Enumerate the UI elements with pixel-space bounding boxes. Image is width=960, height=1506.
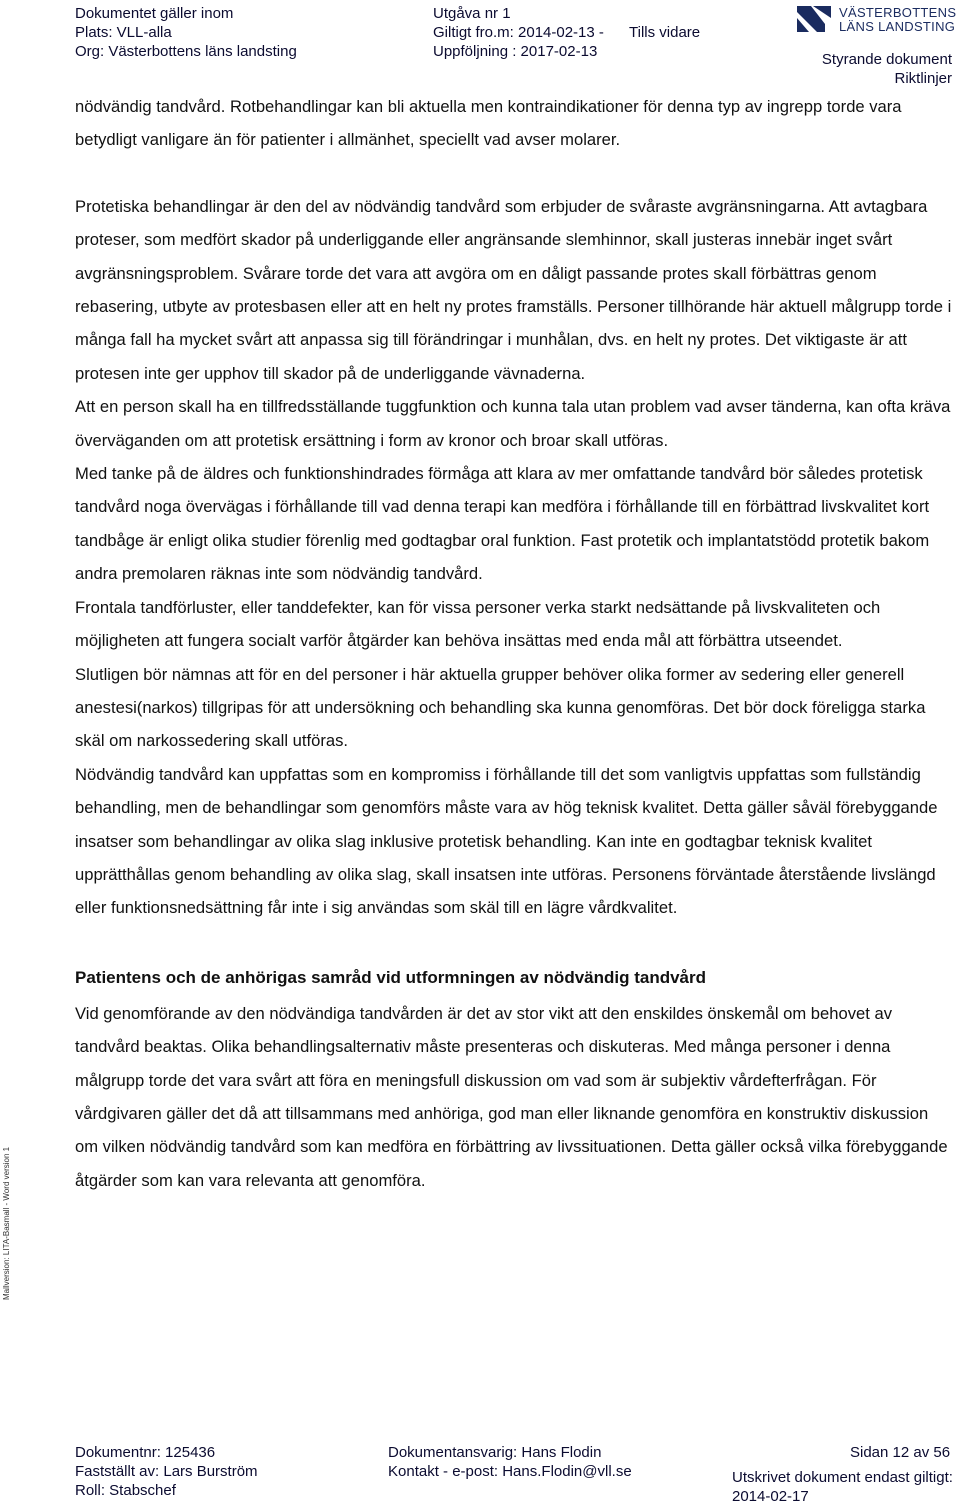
header-org: Org: Västerbottens läns landsting [75,43,297,60]
document-subtype: Riktlinjer [894,70,952,87]
document-type: Styrande dokument [821,51,952,68]
paragraph-root-canal: nödvändig tandvård. Rotbehandlingar kan bli aktuella men kontraindikationer för denna typ av ingrepp torde vara betydligt vanligare än för patienter i allmänhet, speciellt vad avser molarer. [75,97,902,150]
print-date: 2014-02-17 [732,1488,809,1505]
header-scope-title: Dokumentet gäller inom [75,5,234,22]
header-scope-block [75,4,297,61]
paragraph-frontal-tooth-loss: Frontala tandförluster, eller tanddefekter, kan för vissa personer verka starkt nedsättande på livskvaliteten och möjligheten att fungera socialt varför åtgärder kan behöva insättas med enda mål att förbättra utseendet. [75,597,881,651]
header-followup: Uppföljning : 2017-02-13 [433,43,598,60]
footer-responsible: Dokumentansvarig: Hans Flodin [388,1444,602,1461]
paragraph-quality: Nödvändig tandvård kan uppfattas som en kompromiss i förhållande till det som vanligtvis uppfattas som fullständig behandling, men de behandlingar som genomförs måste vara av hög teknisk kvalitet. Detta gäller såväl förebyggande insatser som behandlingar av olika slag inklusive protetisk behandling. Kan inte en godtagbar teknisk kvalitet upprätthållas genom behandling av olika slag, skall insatsen inte utföras. Personens förväntade återstående livslängd eller funktionsnedsättning får inte i sig användas som skäl till en lägre vårdkvalitet. [75,764,938,918]
page-number-text: Sidan 12 av 56 [850,1444,951,1461]
print-validity-note: Utskrivet dokument endast giltigt: [732,1469,953,1486]
paragraph-prosthetics: Protetiska behandlingar är den del av nödvändig tandvård som erbjuder de svåraste avgränsningarna. Att avtagbara proteser, som medfört skador på underliggande eller angränsande slemhinnor, skall justeras innebär inget svårt avgränsningsproblem. Svårare torde det vara att avgöra om en dåligt passande protes skall förbättras genom rebasering, utbyte av protesbasen eller att en helt ny protes framställs. Personer tillhörande här aktuell målgrupp torde i många fall ha mycket svårt att anpassa sig till förändringar i munhålan, dvs. en helt ny protes. Det viktigaste är att protesen inte ger upphov till skador på de underliggande vävnaderna. [75,196,952,383]
logo-text-line2: LÄNS LANDSTING [839,19,956,34]
logo-text-line1: VÄSTERBOTTENS [839,5,957,20]
organization-logo [795,4,955,40]
page-header [0,0,960,90]
paragraph-consultation: Vid genomförande av den nödvändiga tandvården är det av stor vikt att den enskildes önskemål om behovet av tandvård beaktas. Olika behandlingsalternativ måste presenteras och diskuteras. Med många personer i denna målgrupp torde det vara svårt att föra en meningsfull diskussion om vad som är subjektiv vårdefterfrågan. För vårdgivaren gäller det då att tillsammans med anhöriga, god man eller liknande genomföra en konstruktiv diskussion om vilken nödvändig tandvård som kan medföra en förbättring av livssituationen. Detta gäller också vilka förebyggande åtgärder som kan vara relevanta att genomföra. [75,1003,948,1190]
footer-contact-email: Kontakt - e-post: Hans.Flodin@vll.se [388,1463,632,1480]
paragraph-chewing-function: Att en person skall ha en tillfredsställande tuggfunktion och kunna tala utan problem vad avser tänderna, kan ofta kräva överväganden om att protetisk ersättning i form av kronor och broar skall utföras. [75,397,951,450]
logo-mark-icon [795,4,833,34]
template-version-text: Mallversion: LITA-Basmall - Word version 1 [2,1146,11,1300]
section-heading: Patientens och de anhörigas samråd vid utformningen av nödvändig tandvård [75,967,707,987]
header-valid-from: Giltigt fro.m: 2014-02-13 - [433,24,604,41]
footer-document-info [75,1443,258,1500]
footer-approved-by: Fastställt av: Lars Burström [75,1463,258,1480]
template-version-note [2,1146,14,1312]
document-body [75,90,955,1197]
paragraph-sedation: Slutligen bör nämnas att för en del personer i här aktuella grupper behöver olika former av sedering eller generell anestesi(narkos) tillgripas för att undersökning och behandling ska kunna genomföras. Det bör dock föreligga starka skäl om narkossedering skall utföras. [75,664,926,751]
header-edition: Utgåva nr 1 [433,5,511,22]
footer-page-number [850,1443,950,1462]
header-valid-until: Tills vidare [629,24,701,41]
footer-doc-number: Dokumentnr: 125436 [75,1444,216,1461]
paragraph-elderly-capacity: Med tanke på de äldres och funktionshindrades förmåga att klara av mer omfattande tandvård bör således protetisk tandvård noga övervägas i förhållande till vad denna terapi kan medföra i förhållande till en förbättrad livskvalitet kort tandbåge är enligt olika studier förenlig med godtagbar oral funktion. Fast protetik och implantatstödd protetik bakom andra premolaren räknas inte som nödvändig tandvård. [75,464,930,584]
header-version-block [433,4,604,61]
footer-print-validity [732,1468,953,1506]
footer-role: Roll: Stabschef [75,1482,176,1499]
footer-contact-info [388,1443,632,1481]
header-place: Plats: VLL-alla [75,24,172,41]
document-type-block [822,50,952,88]
